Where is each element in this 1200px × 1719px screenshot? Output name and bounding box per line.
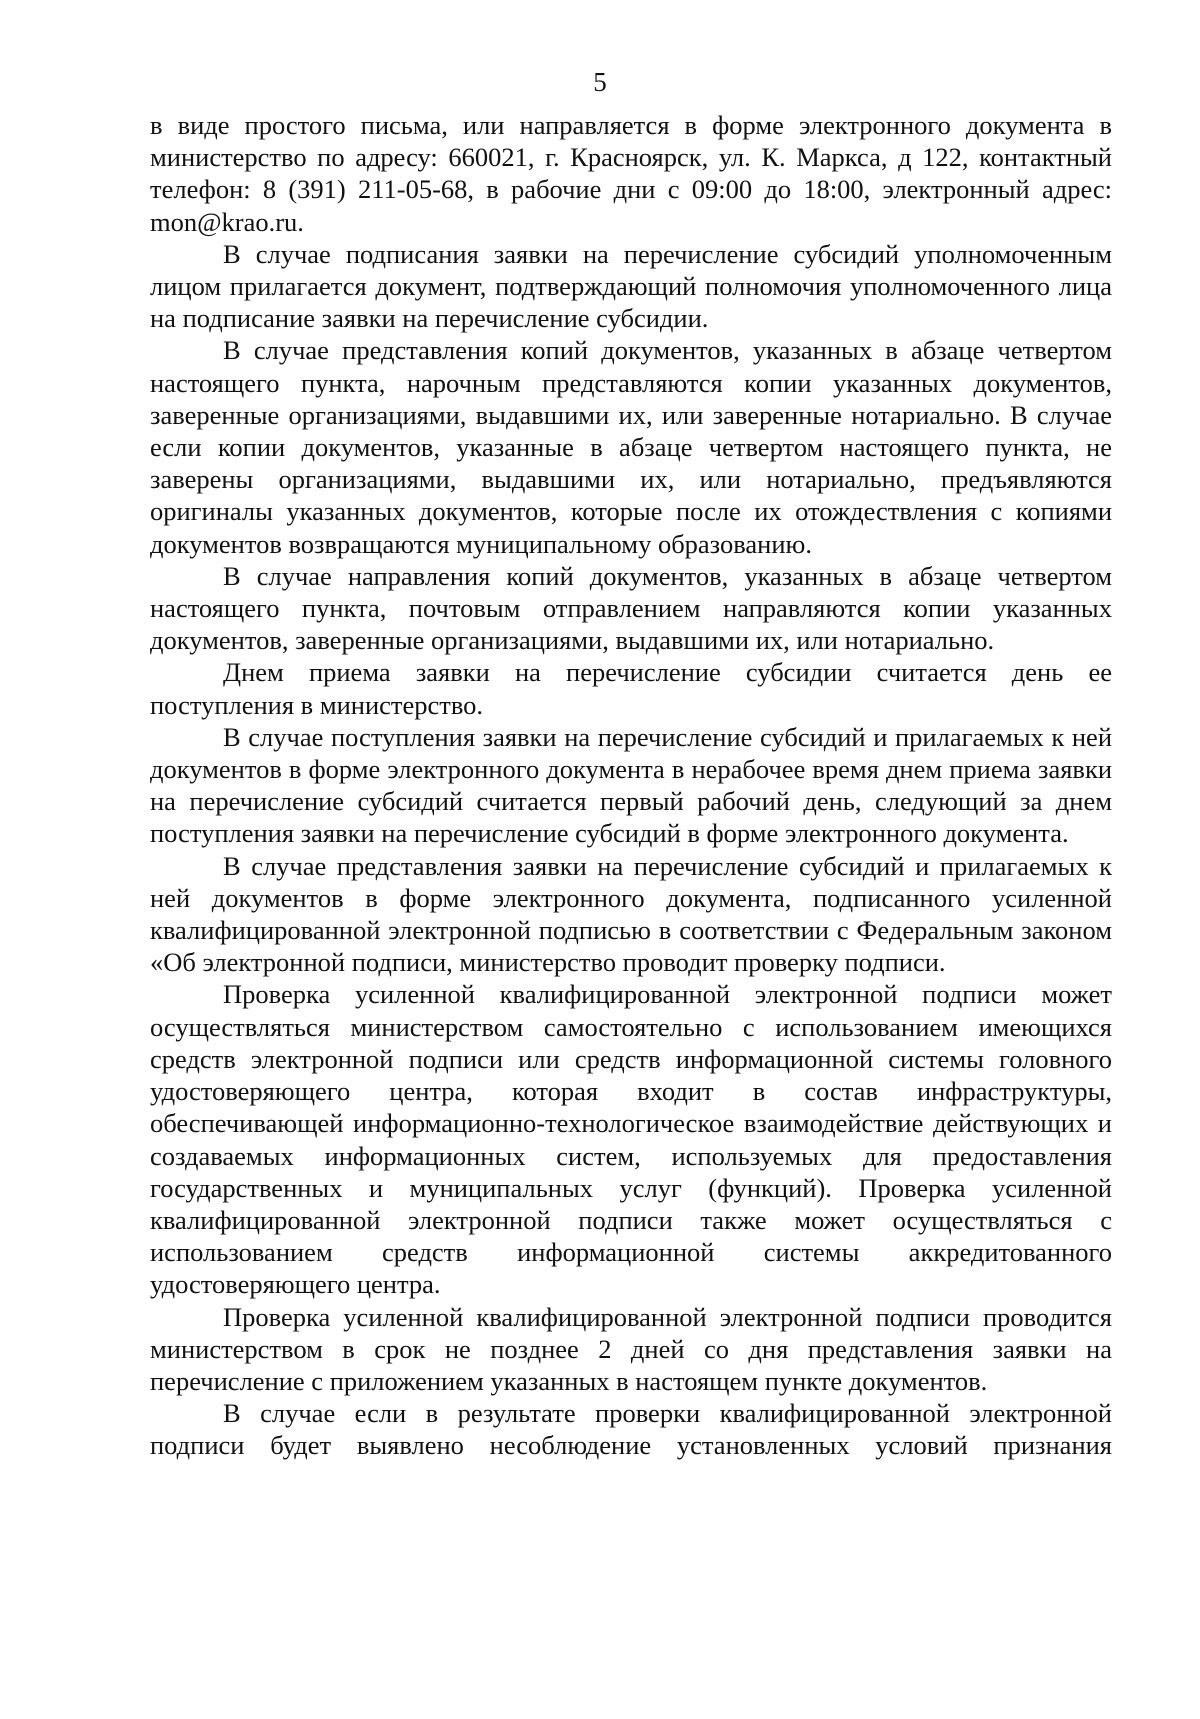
paragraph-contact-info: в виде простого письма, или направляется в форме электронного документа в министерство по адресу: 660021, г. Красноярск, ул. К. Маркса, д 122, контактный телефон: 8 (391) 211-05-68, в рабочие дни с 09:00 до 18:00, электронный адрес: mon@krao.ru. bbox=[150, 110, 1112, 237]
page-number: 5 bbox=[593, 67, 607, 97]
paragraph-copies-by-mail: В случае направления копий документов, указанных в абзаце четвертом настоящего пункта, почтовым отправлением направляются копии указанных документов, заверенные организациями, выдавшими их, или нотариально. bbox=[150, 560, 1112, 656]
paragraph-receipt-date: Днем приема заявки на перечисление субсидии считается день ее поступления в министерство. bbox=[150, 657, 1112, 720]
paragraph-electronic-signature: В случае представления заявки на перечисление субсидий и прилагаемых к ней документов в форме электронного документа, подписанного усиленной квалифицированной электронной подписью в соответствии с Федеральным законом «Об электронной подписи, министерство проводит проверку подписи. bbox=[150, 850, 1112, 978]
paragraph-signature-verification: Проверка усиленной квалифицированной электронной подписи может осуществляться министерством самостоятельно с использованием имеющихся средств электронной подписи или средств информационной системы головного удостоверяющего центра, которая входит в состав инфраструктуры, обеспечивающей информационно-технологическое взаимодействие действующих и создаваемых информационных систем, используемых для предоставления государственных и муниципальных услуг (функций). Проверка усиленной квалифицированной электронной подписи также может осуществляться с использованием средств информационной системы аккредитованного удостоверяющего центра. bbox=[150, 979, 1112, 1300]
paragraph-copies-by-hand: В случае представления копий документов, указанных в абзаце четвертом настоящего пункта, нарочным представляются копии указанных документов, заверенные организациями, выдавшими их, или заверенные нотариально. В случае если копии документов, указанные в абзаце четвертом настоящего пункта, не заверены организациями, выдавшими их, или нотариально, предъявляются оригиналы указанных документов, которые после их отождествления с копиями документов возвращаются муниципальному образованию. bbox=[150, 335, 1112, 559]
paragraph-verification-term: Проверка усиленной квалифицированной электронной подписи проводится министерством в срок не позднее 2 дней со дня представления заявки на перечисление с приложением указанных в настоящем пункте документов. bbox=[150, 1301, 1112, 1396]
paragraph-verification-result: В случае если в результате проверки квалифицированной электронной подписи будет выявлено несоблюдение установленных условий признания bbox=[150, 1398, 1112, 1461]
paragraph-non-working-time: В случае поступления заявки на перечисление субсидий и прилагаемых к ней документов в форме электронного документа в нерабочее время днем приема заявки на перечисление субсидий считается первый рабочий день, следующий за днем поступления заявки на перечисление субсидий в форме электронного документа. bbox=[150, 721, 1112, 849]
paragraph-authorized-signature: В случае подписания заявки на перечисление субсидий уполномоченным лицом прилагается документ, подтверждающий полномочия уполномоченного лица на подписание заявки на перечисление субсидии. bbox=[150, 238, 1112, 334]
document-body bbox=[150, 109, 1112, 1462]
